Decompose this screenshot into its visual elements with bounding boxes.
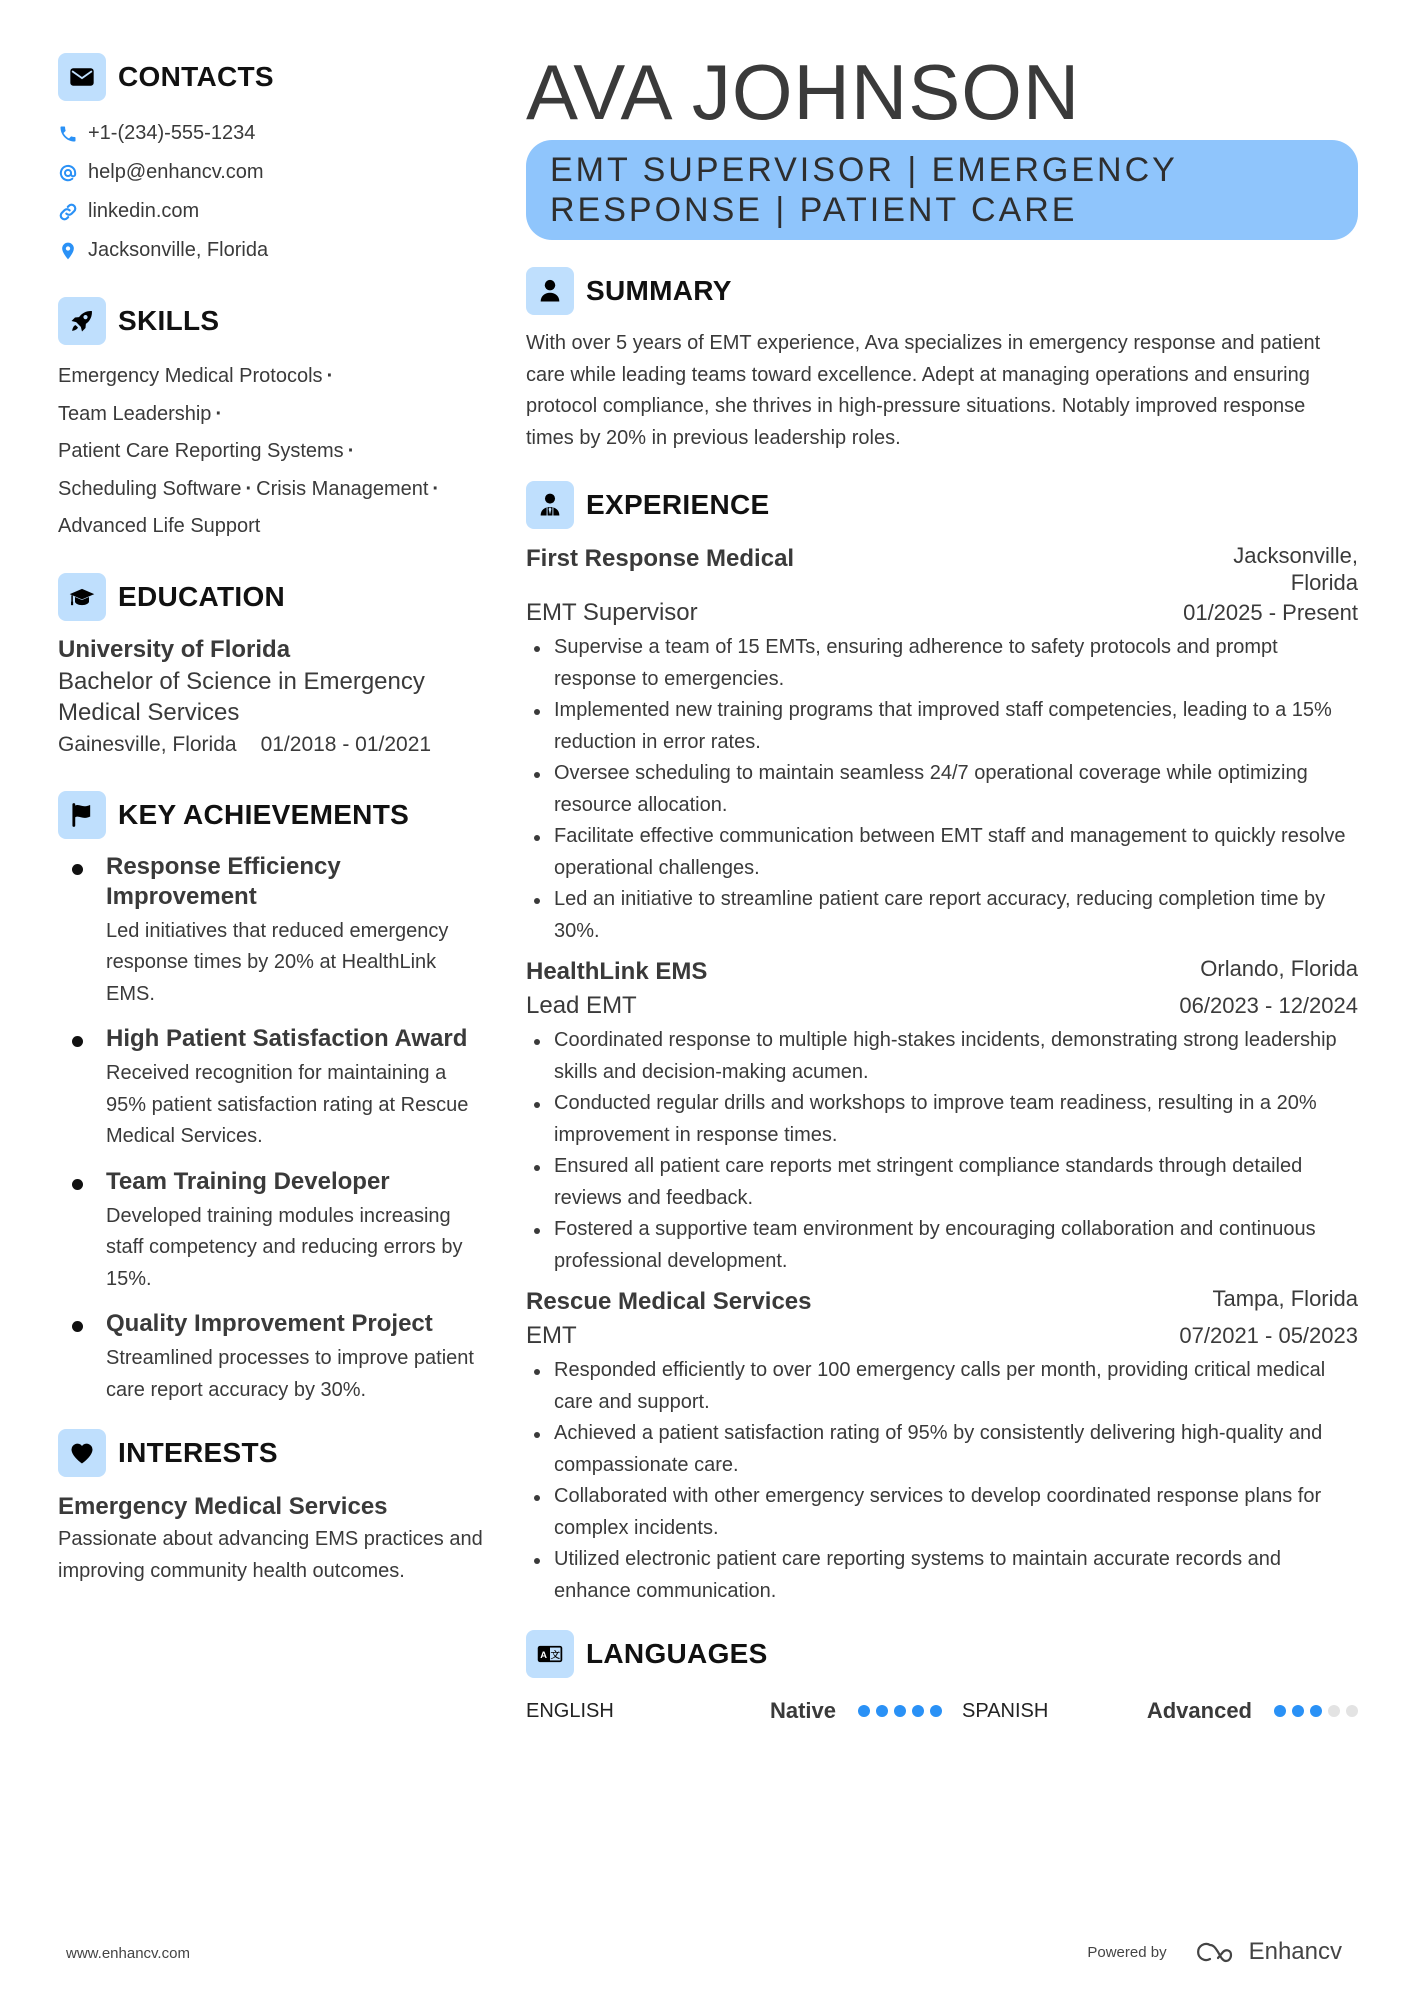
candidate-name: AVA JOHNSON [526,48,1081,136]
achievements-section [58,790,483,1407]
education-entry [58,634,483,762]
contact-location [58,231,483,270]
flag-icon [58,791,106,839]
achievement-title: High Patient Satisfaction Award [106,1025,468,1052]
education-meta [58,728,483,762]
dot-filled [876,1705,888,1717]
svg-text:A: A [540,1650,547,1661]
language-list [526,1691,1358,1731]
section-header [58,1428,483,1478]
job-bullet: Led an initiative to streamline patient care report accuracy, reducing completion time by 30%. [526,884,1358,947]
job-bullets [526,632,1358,947]
job-bullets [526,1355,1358,1607]
achievement-item [58,1024,483,1153]
dot-filled [1274,1705,1286,1717]
experience-section [526,480,1358,1607]
job-company: HealthLink EMS [526,958,708,985]
interests-section [58,1428,483,1587]
footer-branding [1087,1938,1342,1966]
skills-line: Emergency Medical Protocols · [58,365,334,387]
interest-item [58,1490,483,1587]
section-header [526,1629,1358,1679]
section-header [58,52,483,102]
job-bullet: Utilized electronic patient care reporting systems to maintain accurate records and enhance communication. [526,1544,1358,1607]
left-column [58,52,483,1587]
degree: Bachelor of Science in Emergency Medical Services [58,667,425,726]
job-location: Orlando, Florida [1200,956,1358,981]
contact-email[interactable] [58,153,483,192]
job-location: Tampa, Florida [1212,1286,1358,1311]
link-icon [58,202,78,222]
skill-item: Advanced Life Support [58,515,261,537]
job-bullet: Implemented new training programs that improved staff competencies, leading to a 15% reduction in error rates. [526,695,1358,758]
education-dates: 01/2018 - 01/2021 [260,732,432,756]
section-title: LANGUAGES [586,1638,768,1669]
tagline-line: RESPONSE | PATIENT CARE [550,191,1078,229]
proficiency-dots [858,1705,942,1717]
skill-item: Crisis Management [256,477,429,500]
contact-email-text: help@enhancv.com [88,161,264,183]
education-section [58,572,483,762]
tagline-banner [526,140,1358,240]
at-icon [58,163,78,183]
job-bullet: Responded efficiently to over 100 emergency calls per month, providing critical medical care and support. [526,1355,1358,1418]
section-header [526,266,1358,316]
dot-filled [894,1705,906,1717]
education-location: Gainesville, Florida [58,732,237,756]
graduation-cap-icon [58,573,106,621]
dot-filled [1292,1705,1304,1717]
language-name: ENGLISH [526,1699,614,1722]
footer-website[interactable]: www.enhancv.com [66,1945,190,1962]
language-item [942,1698,1358,1724]
achievement-desc: Developed training modules increasing staff competency and reducing errors by 15%. [106,1204,463,1290]
job-bullet: Collaborated with other emergency services to develop coordinated response plans for complex incidents. [526,1481,1358,1544]
job-dates: 07/2021 - 05/2023 [1179,1323,1358,1348]
job-bullet: Coordinated response to multiple high-stakes incidents, demonstrating strong leadership skills and decision-making acumen. [526,1025,1358,1088]
contact-location-text: Jacksonville, Florida [88,239,269,261]
job-bullet: Supervise a team of 15 EMTs, ensuring adherence to safety protocols and prompt response to emergencies. [526,632,1358,695]
job-dates: 06/2023 - 12/2024 [1179,993,1358,1018]
skills-line: Patient Care Reporting Systems · [58,440,355,462]
dot-filled [858,1705,870,1717]
contact-phone-text: +1-(234)-555-1234 [88,122,256,144]
job-company: Rescue Medical Services [526,1288,812,1315]
job-bullet: Fostered a supportive team environment by encouraging collaboration and continuous professional development. [526,1214,1358,1277]
section-header [58,790,483,840]
brand-name: Enhancv [1248,1938,1342,1965]
job-company: First Response Medical [526,545,795,572]
language-level: Advanced [1146,1698,1252,1723]
job-bullet: Facilitate effective communication between EMT staff and management to quickly resolve operational challenges. [526,821,1358,884]
section-header [58,572,483,622]
achievement-item [58,1309,483,1406]
contact-list [58,114,483,270]
job-bullet: Achieved a patient satisfaction rating of 95% by consistently delivering high-quality and compassionate care. [526,1418,1358,1481]
enhancv-logo-icon [1193,1939,1239,1965]
section-header [58,296,483,346]
dot-filled [930,1705,942,1717]
user-icon [526,267,574,315]
section-title: SUMMARY [586,275,732,306]
skill-item: Patient Care Reporting Systems [58,440,344,462]
envelope-icon [58,53,106,101]
job-location: Jacksonville, Florida [1233,543,1358,595]
languages-section [526,1629,1358,1731]
achievement-desc: Streamlined processes to improve patient care report accuracy by 30%. [106,1347,474,1401]
skills-line: Scheduling Software · Crisis Management · [58,477,440,500]
achievement-item [58,852,483,1011]
section-title: EXPERIENCE [586,489,770,520]
rocket-icon [58,297,106,345]
achievement-list [58,852,483,1407]
interest-desc: Passionate about advancing EMS practices and improving community health outcomes. [58,1528,483,1582]
dot-empty [1328,1705,1340,1717]
achievement-title: Response Efficiency Improvement [106,852,341,910]
skill-item: Emergency Medical Protocols [58,365,323,387]
tagline-line: EMT SUPERVISOR | EMERGENCY [550,151,1178,189]
achievement-title: Team Training Developer [106,1167,390,1195]
interest-title: Emergency Medical Services [58,1493,388,1520]
dot-empty [1346,1705,1358,1717]
job-bullet: Conducted regular drills and workshops to improve team readiness, resulting in a 20% improvement in response times. [526,1088,1358,1151]
job-dates: 01/2025 - Present [1183,600,1358,625]
contact-linkedin[interactable] [58,192,483,231]
powered-by-label: Powered by [1087,1943,1167,1961]
job-bullets [526,1025,1358,1277]
contacts-section [58,52,483,270]
job-role: EMT Supervisor [526,599,698,626]
summary-text: With over 5 years of EMT experience, Ava specializes in emergency response and patient care while leading teams toward excellence. Adept at managing operations and ensuring protocol compliance, she thrives in high-pressure situations. Notably improved response times by 20% in previous leadership roles. [526,332,1321,449]
school-name: University of Florida [58,635,291,663]
location-pin-icon [58,241,78,261]
summary-section [526,266,1358,454]
job-bullet: Oversee scheduling to maintain seamless 24/7 operational coverage while optimizing resource allocation. [526,758,1358,821]
translate-icon [526,1630,574,1678]
enhancv-logo[interactable] [1193,1938,1342,1966]
contact-phone[interactable] [58,114,483,153]
achievement-desc: Received recognition for maintaining a 95% patient satisfaction rating at Rescue Medical Services. [106,1062,469,1147]
svg-text:文: 文 [550,1650,560,1661]
skills-section [58,296,483,546]
job-role: Lead EMT [526,992,637,1019]
skill-item: Scheduling Software [58,477,242,500]
job-role: EMT [526,1322,577,1349]
skills-list [58,358,483,546]
dot-filled [912,1705,924,1717]
skills-line: Team Leadership · [58,402,223,425]
job-bullet: Ensured all patient care reports met stringent compliance standards through detailed reviews and feedback. [526,1151,1358,1214]
language-level: Native [769,1698,836,1723]
section-title: EDUCATION [118,580,286,612]
section-title: KEY ACHIEVEMENTS [118,798,410,830]
skills-line [58,508,483,546]
heart-icon [58,1429,106,1477]
achievement-title: Quality Improvement Project [106,1310,433,1337]
language-name: SPANISH [962,1699,1049,1722]
right-column [526,48,1358,1731]
section-header [526,480,1358,530]
dot-filled [1310,1705,1322,1717]
section-title: INTERESTS [118,1437,278,1468]
achievement-item [58,1167,483,1296]
job-entry [526,955,1358,1277]
contact-linkedin-text: linkedin.com [88,200,200,222]
section-title: SKILLS [118,305,220,336]
proficiency-dots [1274,1705,1358,1717]
skill-item: Team Leadership [58,402,212,425]
language-item [526,1698,942,1724]
user-tie-icon [526,481,574,529]
job-entry [526,1285,1358,1607]
achievement-desc: Led initiatives that reduced emergency response times by 20% at HealthLink EMS. [106,919,449,1005]
job-entry [526,542,1358,947]
phone-icon [58,124,78,144]
section-title: CONTACTS [118,61,274,92]
